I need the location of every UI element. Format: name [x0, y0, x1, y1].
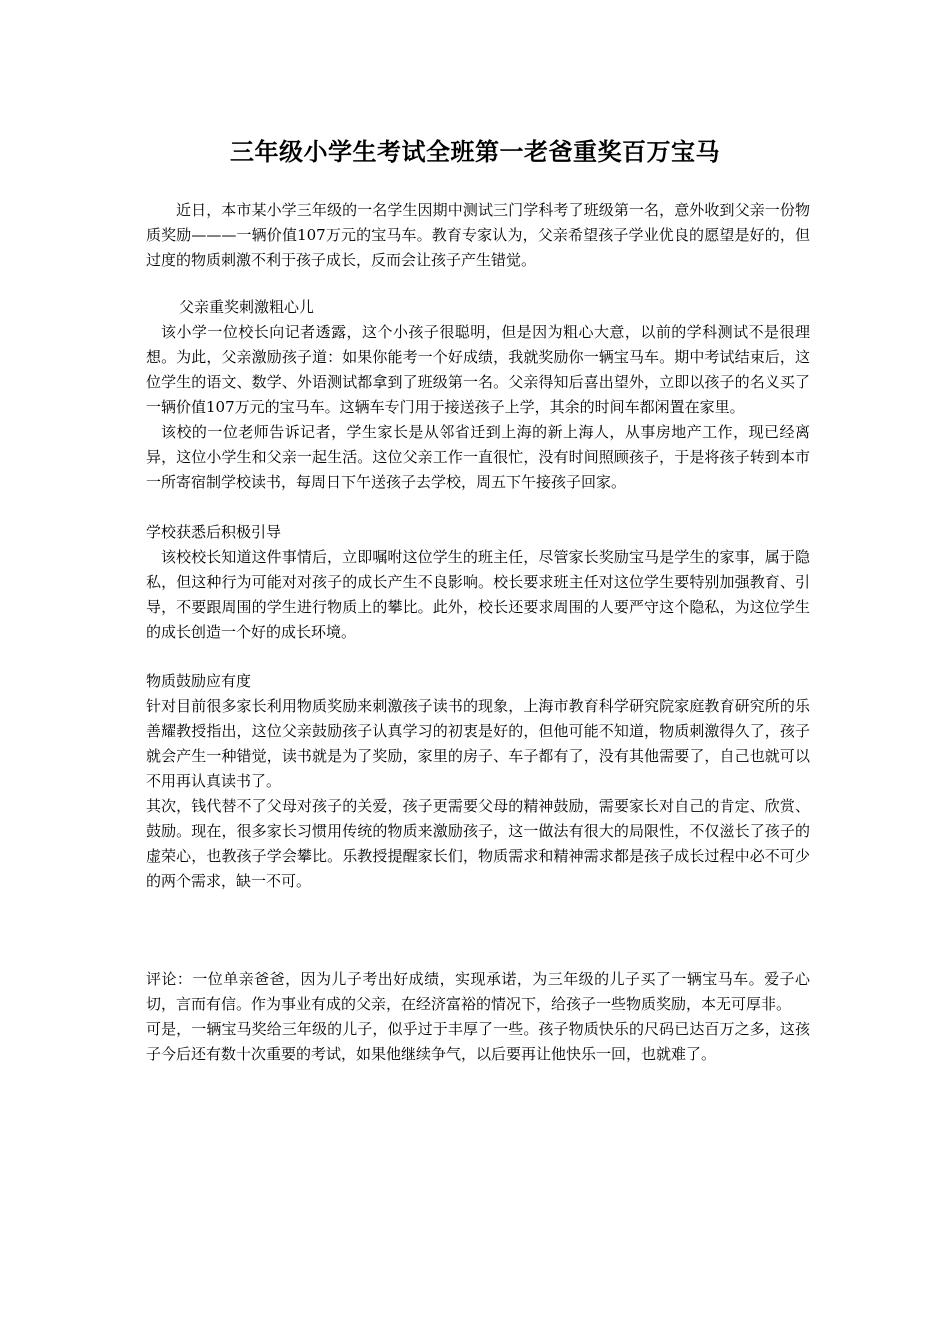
comment-block [146, 967, 810, 1067]
intro-block [146, 198, 810, 273]
section-heading-school-guidance: 学校获悉后积极引导 [146, 523, 282, 541]
document-title: 三年级小学生考试全班第一老爸重奖百万宝马 [230, 137, 720, 166]
section-material-reward [146, 669, 810, 894]
section-heading-father-reward: 父亲重奖刺激粗心儿 [179, 298, 315, 316]
comment-paragraph-1: 评论：一位单亲爸爸，因为儿子考出好成绩，实现承诺，为三年级的儿子买了一辆宝马车。爱子心切，言而有信。作为事业有成的父亲，在经济富裕的情况下，给孩子一些物质奖励，本无可厚非。 [146, 970, 810, 1013]
section-heading-material-reward: 物质鼓励应有度 [146, 672, 252, 690]
section-school-guidance [146, 520, 810, 645]
paragraph-parental-love: 其次，钱代替不了父母对孩子的关爱，孩子更需要父母的精神鼓励，需要家长对自己的肯定、欣赏、鼓励。现在，很多家长习惯用传统的物质来激励孩子，这一做法有很大的局限性，不仅滋长了孩子的虚荣心，也教孩子学会攀比。乐教授提醒家长们，物质需求和精神需求都是孩子成长过程中必不可少的两个需求，缺一不可。 [146, 797, 810, 890]
paragraph-expert-opinion: 针对目前很多家长利用物质奖励来刺激孩子读书的现象，上海市教育科学研究院家庭教育研究所的乐善耀教授指出，这位父亲鼓励孩子认真学习的初衷是好的，但他可能不知道，物质刺激得久了，孩子就会产生一种错觉，读书就是为了奖励，家里的房子、车子都有了，没有其他需要了，自己也就可以不用再认真读书了。 [146, 697, 810, 790]
intro-paragraph: 近日，本市某小学三年级的一名学生因期中测试三门学科考了班级第一名，意外收到父亲一份物质奖励———一辆价值107万元的宝马车。教育专家认为，父亲希望孩子学业优良的愿望是好的，但过度的物质刺激不利于孩子成长，反而会让孩子产生错觉。 [146, 201, 810, 269]
comment-paragraph-2: 可是，一辆宝马奖给三年级的儿子，似乎过于丰厚了一些。孩子物质快乐的尺码已达百万之多，这孩子今后还有数十次重要的考试，如果他继续争气，以后要再让他快乐一回，也就难了。 [146, 1020, 810, 1063]
section-father-reward [146, 295, 810, 495]
paragraph-teacher-tells: 该校的一位老师告诉记者，学生家长是从邻省迁到上海的新上海人，从事房地产工作，现已经离异，这位小学生和父亲一起生活。这位父亲工作一直很忙，没有时间照顾孩子，于是将孩子转到本市一所寄宿制学校读书，每周日下午送孩子去学校，周五下午接孩子回家。 [146, 423, 810, 491]
paragraph-principal-instructs: 该校校长知道这件事情后，立即嘱咐这位学生的班主任，尽管家长奖励宝马是学生的家事，属于隐私，但这种行为可能对对孩子的成长产生不良影响。校长要求班主任对这位学生要特别加强教育、引导，不要跟周围的学生进行物质上的攀比。此外，校长还要求周围的人要严守这个隐私，为这位学生的成长创造一个好的成长环境。 [146, 548, 810, 641]
paragraph-principal-reveals: 该小学一位校长向记者透露，这个小孩子很聪明，但是因为粗心大意，以前的学科测试不是很理想。为此，父亲激励孩子道：如果你能考一个好成绩，我就奖励你一辆宝马车。期中考试结束后，这位学生的语文、数学、外语测试都拿到了班级第一名。父亲得知后喜出望外，立即以孩子的名义买了一辆价值107万元的宝马车。这辆车专门用于接送孩子上学，其余的时间车都闲置在家里。 [146, 323, 810, 416]
